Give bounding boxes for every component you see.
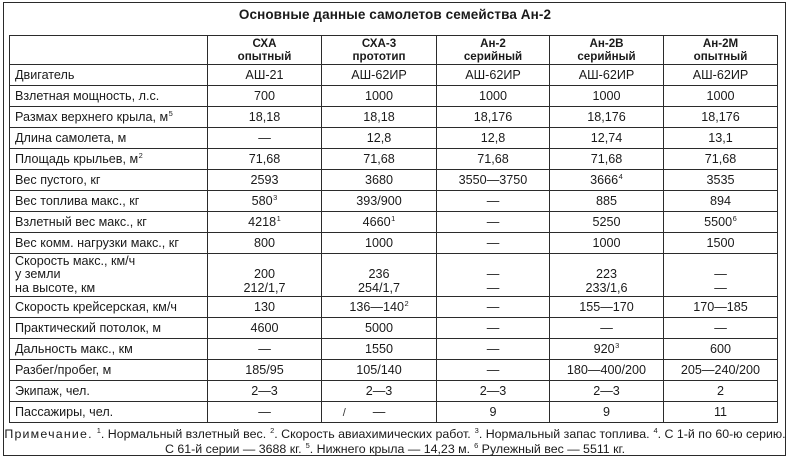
cell-text: 600 — [709, 342, 731, 356]
table-row-max-speed — [10, 254, 778, 297]
cell-text: 9 — [489, 405, 497, 419]
cell-text: АШ-62ИР — [578, 68, 635, 82]
cell-text: 5500 — [704, 215, 733, 229]
cell-value — [664, 128, 778, 149]
table-body-lower — [10, 297, 778, 423]
cell-text: 130 — [253, 300, 275, 314]
cell-text: 18,176 — [587, 110, 626, 124]
footnote-ref: 2 — [404, 299, 409, 308]
row-label — [10, 318, 208, 339]
label-line: Скорость макс., км/ч — [15, 253, 136, 268]
table-row — [10, 297, 778, 318]
cell-value — [550, 233, 664, 254]
row-label — [10, 402, 208, 423]
cell-value — [208, 191, 322, 212]
cell-value — [437, 381, 550, 402]
row-label-text: Взлетная мощность, л.с. — [15, 89, 160, 103]
cell-text: — — [486, 363, 500, 377]
cell-value — [208, 339, 322, 360]
cell-text: — — [486, 300, 500, 314]
aircraft-name: СХА-3 — [361, 37, 397, 50]
cell-value — [322, 339, 437, 360]
cell-text: 2—3 — [251, 384, 278, 398]
cell-text: 12,74 — [590, 131, 623, 145]
cell-value — [208, 65, 322, 86]
aircraft-status: прототип — [352, 50, 406, 63]
row-label-text: Двигатель — [15, 68, 75, 82]
cell-value — [550, 170, 664, 191]
cell-value — [437, 86, 550, 107]
cell-text: 885 — [595, 194, 617, 208]
speed-altitude: 212/1,7 — [243, 281, 286, 295]
row-label — [10, 339, 208, 360]
cell-text: 18,18 — [363, 110, 395, 124]
cell-text: 4660 — [362, 215, 391, 229]
cell-value — [437, 318, 550, 339]
speed-ground: 236 — [368, 267, 390, 281]
cell-text: 2 — [716, 384, 724, 398]
cell-value — [550, 149, 664, 170]
aircraft-status: опытный — [693, 50, 748, 63]
cell-value — [437, 339, 550, 360]
cell-value — [322, 128, 437, 149]
cell-value — [664, 254, 778, 297]
cell-value — [664, 339, 778, 360]
footnote-text: . Скорость авиахимических работ. — [274, 427, 475, 441]
cell-value — [322, 170, 437, 191]
row-label — [10, 128, 208, 149]
cell-text: 393/900 — [356, 194, 402, 208]
cell-value — [322, 149, 437, 170]
cell-text: — — [714, 321, 727, 335]
cell-value — [437, 212, 550, 233]
cell-text: 800 — [253, 236, 275, 250]
cell-text: 155—170 — [579, 300, 634, 314]
cell-value — [664, 318, 778, 339]
cell-value — [322, 360, 437, 381]
speed-altitude: 233/1,6 — [585, 281, 628, 295]
cell-text: — — [486, 215, 500, 229]
cell-value — [664, 381, 778, 402]
cell-value — [208, 107, 322, 128]
footnote-ref: 1 — [391, 214, 396, 223]
cell-value — [437, 297, 550, 318]
table-row — [10, 107, 778, 128]
table-row — [10, 128, 778, 149]
row-label-text: Площадь крыльев, м — [15, 152, 139, 166]
cell-text: 18,176 — [701, 110, 740, 124]
cell-value — [322, 86, 437, 107]
cell-value — [322, 191, 437, 212]
cell-value — [322, 233, 437, 254]
column-header — [208, 36, 322, 65]
cell-value — [550, 339, 664, 360]
cell-value — [208, 254, 322, 297]
table-row — [10, 149, 778, 170]
cell-text: — — [258, 405, 271, 419]
cell-value — [550, 297, 664, 318]
cell-value — [437, 65, 550, 86]
column-header — [664, 36, 778, 65]
cell-text: — — [372, 404, 386, 419]
cell-text: 2593 — [250, 173, 279, 187]
speed-altitude: — — [486, 281, 500, 295]
row-label — [10, 233, 208, 254]
row-label — [10, 65, 208, 86]
row-label-text: Экипаж, чел. — [15, 384, 90, 398]
cell-text: 2—3 — [479, 384, 507, 398]
row-label — [10, 149, 208, 170]
cell-text: 170—185 — [693, 300, 748, 314]
footnote-ref: 4 — [618, 172, 623, 181]
cell-value — [664, 107, 778, 128]
row-label-text: Разбег/пробег, м — [15, 363, 112, 377]
cell-text: 2—3 — [365, 384, 393, 398]
cell-text: 894 — [709, 194, 731, 208]
cell-text: АШ-62ИР — [351, 68, 407, 82]
cell-value — [550, 254, 664, 297]
cell-text: 11 — [713, 405, 728, 419]
aircraft-name: Ан-2 — [480, 37, 506, 50]
row-label — [10, 212, 208, 233]
cell-text: 9 — [602, 405, 610, 419]
footnote-ref: 6 — [732, 214, 737, 223]
footnote-text: Рулежный вес — 5511 кг. — [478, 442, 626, 456]
cell-value — [437, 149, 550, 170]
cell-value — [664, 402, 778, 423]
row-label-text: Пассажиры, чел. — [15, 405, 114, 419]
cell-value — [550, 402, 664, 423]
table-row — [10, 402, 778, 423]
cell-value — [664, 212, 778, 233]
table-row — [10, 65, 778, 86]
speed-altitude: 254/1,7 — [357, 281, 401, 295]
cell-text: 136—140 — [349, 300, 404, 314]
cell-value — [322, 212, 437, 233]
table-row — [10, 233, 778, 254]
cell-value — [550, 86, 664, 107]
cell-text: 700 — [253, 89, 275, 103]
table-row — [10, 212, 778, 233]
cell-value — [437, 170, 550, 191]
cell-value — [208, 360, 322, 381]
cell-value — [322, 107, 437, 128]
cell-text: 105/140 — [356, 363, 402, 377]
cell-text: 71,68 — [477, 152, 509, 166]
cell-value — [664, 360, 778, 381]
cell-text: 3666 — [590, 173, 619, 187]
aircraft-status: опытный — [237, 50, 292, 63]
cell-text: 71,68 — [363, 152, 395, 166]
cell-text: 1550 — [364, 342, 394, 356]
cell-value — [208, 318, 322, 339]
cell-text: — — [258, 131, 271, 145]
cell-text: АШ-21 — [245, 68, 284, 82]
cell-text: 71,68 — [704, 152, 737, 166]
cell-text: 1000 — [478, 89, 508, 103]
cell-value — [208, 212, 322, 233]
cell-value: / — — [322, 402, 437, 423]
table-row — [10, 191, 778, 212]
cell-text: 580 — [251, 194, 273, 208]
table-title: Основные данные самолетов семейства Ан-2 — [238, 7, 552, 22]
table-row — [10, 339, 778, 360]
specs-table — [9, 35, 778, 423]
footnote-number: 2 — [270, 426, 275, 435]
cell-value — [550, 128, 664, 149]
row-label-text: Взлетный вес макс., кг — [15, 215, 147, 229]
cell-text: 3535 — [706, 173, 735, 187]
table-row — [10, 360, 778, 381]
row-label — [10, 381, 208, 402]
aircraft-name: Ан-2М — [702, 37, 739, 50]
footnote-text: . Нормальный запас топлива. — [478, 427, 653, 441]
cell-value — [322, 318, 437, 339]
cell-text: 5250 — [592, 215, 621, 229]
cell-value — [208, 297, 322, 318]
cell-value — [437, 254, 550, 297]
cell-value — [322, 381, 437, 402]
cell-text: 3550—3750 — [458, 173, 528, 187]
cell-text: 2—3 — [593, 384, 620, 398]
cell-text: — — [600, 321, 613, 335]
cell-value — [664, 191, 778, 212]
column-header — [550, 36, 664, 65]
row-label-text: Вес пустого, кг — [15, 173, 101, 187]
cell-value — [208, 86, 322, 107]
cell-text: 4600 — [250, 321, 279, 335]
column-header — [437, 36, 550, 65]
row-label-text: Практический потолок, м — [15, 321, 162, 335]
cell-value — [208, 149, 322, 170]
aircraft-name: Ан-2В — [589, 37, 624, 50]
footnote-ref: 3 — [615, 341, 620, 350]
header-row — [10, 36, 778, 65]
cell-value — [550, 360, 664, 381]
cell-value — [437, 107, 550, 128]
row-label — [10, 86, 208, 107]
cell-text: 13,1 — [708, 131, 733, 145]
footnote-ref: 1 — [276, 214, 281, 223]
footnote-number: 4 — [653, 426, 658, 435]
footnote-ref: 3 — [273, 193, 278, 202]
aircraft-status: серийный — [577, 50, 636, 63]
column-header — [322, 36, 437, 65]
cell-text: 180—400/200 — [566, 363, 647, 377]
footnote-text: . Нижнего крыла — 14,23 м. — [309, 442, 474, 456]
cell-value — [437, 360, 550, 381]
speed-ground: 223 — [595, 267, 617, 281]
cell-text: 185/95 — [245, 363, 284, 377]
cell-text: — — [486, 236, 500, 250]
cell-text: — — [486, 342, 500, 356]
cell-value — [322, 254, 437, 297]
footnote-number: 1 — [96, 426, 101, 435]
row-label-text: Длина самолета, м — [15, 131, 127, 145]
cell-text: 18,18 — [248, 110, 281, 124]
speed-ground: — — [714, 267, 727, 281]
row-label — [10, 191, 208, 212]
footnote-text: . С 1-й по 60-ю серию. С 61-й серии — 3688 кг. — [164, 427, 786, 456]
cell-text: 71,68 — [248, 152, 281, 166]
cell-value — [550, 107, 664, 128]
cell-value — [664, 86, 778, 107]
cell-value — [437, 128, 550, 149]
cell-value — [208, 402, 322, 423]
speed-altitude: — — [714, 281, 727, 295]
footnote — [0, 427, 790, 457]
cell-value — [437, 191, 550, 212]
footnote-lead: Примечание. — [4, 427, 93, 441]
cell-value — [322, 297, 437, 318]
table-row — [10, 86, 778, 107]
unit-superscript: 5 — [168, 109, 173, 118]
cell-value — [550, 318, 664, 339]
cell-text: 205—240/200 — [680, 363, 761, 377]
cell-text: 1500 — [706, 236, 735, 250]
row-label-text: Дальность макс., км — [15, 342, 133, 356]
cell-value — [664, 170, 778, 191]
cell-value — [322, 65, 437, 86]
table-row — [10, 170, 778, 191]
cell-text: — — [486, 321, 500, 335]
cell-text: АШ-62ИР — [465, 68, 521, 82]
cell-value — [664, 65, 778, 86]
cell-value — [550, 65, 664, 86]
cell-value — [550, 191, 664, 212]
row-label-text: Вес комм. нагрузки макс., кг — [15, 236, 179, 250]
label-line: у земли — [15, 267, 61, 281]
cell-value — [437, 402, 550, 423]
table-row — [10, 318, 778, 339]
table-body-speed — [10, 254, 778, 297]
row-label-text: Вес топлива макс., кг — [15, 194, 140, 208]
cell-text: 1000 — [592, 236, 621, 250]
cell-value — [550, 212, 664, 233]
header-empty-cell — [10, 36, 208, 65]
cell-text: 1000 — [706, 89, 735, 103]
cell-text: 12,8 — [480, 131, 506, 145]
row-label — [10, 170, 208, 191]
cell-text: 1000 — [364, 89, 394, 103]
table-row — [10, 381, 778, 402]
row-label-text: Скорость крейсерская, км/ч — [15, 300, 177, 314]
cell-value — [208, 233, 322, 254]
cell-text: 71,68 — [590, 152, 623, 166]
cell-text: 12,8 — [366, 131, 392, 145]
footnote-number: 3 — [474, 426, 479, 435]
footnote-number: 6 — [474, 441, 479, 450]
speed-ground: 200 — [253, 267, 275, 281]
row-label — [10, 297, 208, 318]
cell-text: 5000 — [364, 321, 394, 335]
cell-text: — — [486, 194, 500, 208]
table-body-upper — [10, 65, 778, 254]
cell-text: — — [258, 342, 271, 356]
cell-value — [664, 297, 778, 318]
row-label — [10, 360, 208, 381]
unit-superscript: 2 — [138, 151, 143, 160]
cell-value — [664, 149, 778, 170]
cell-text: 3680 — [364, 173, 394, 187]
cell-value — [437, 233, 550, 254]
aircraft-name: СХА — [252, 37, 277, 50]
cell-text: 1000 — [592, 89, 621, 103]
cell-value — [208, 128, 322, 149]
cell-value — [664, 233, 778, 254]
cell-text: 1000 — [364, 236, 394, 250]
footnote-items — [96, 427, 785, 456]
footnote-number: 5 — [305, 441, 310, 450]
row-label-text: Размах верхнего крыла, м — [15, 110, 169, 124]
cell-value — [208, 170, 322, 191]
row-label — [10, 254, 208, 297]
cell-value — [550, 381, 664, 402]
cell-value — [208, 381, 322, 402]
cell-text: 18,176 — [473, 110, 513, 124]
row-label — [10, 107, 208, 128]
speed-ground: — — [486, 267, 500, 281]
footnote-text: . Нормальный взлетный вес. — [100, 427, 270, 441]
cell-text: 920 — [593, 342, 615, 356]
aircraft-status: серийный — [463, 50, 523, 63]
label-line: на высоте, км — [15, 280, 96, 295]
cell-text: 4218 — [248, 215, 277, 229]
cell-text: АШ-62ИР — [692, 68, 749, 82]
